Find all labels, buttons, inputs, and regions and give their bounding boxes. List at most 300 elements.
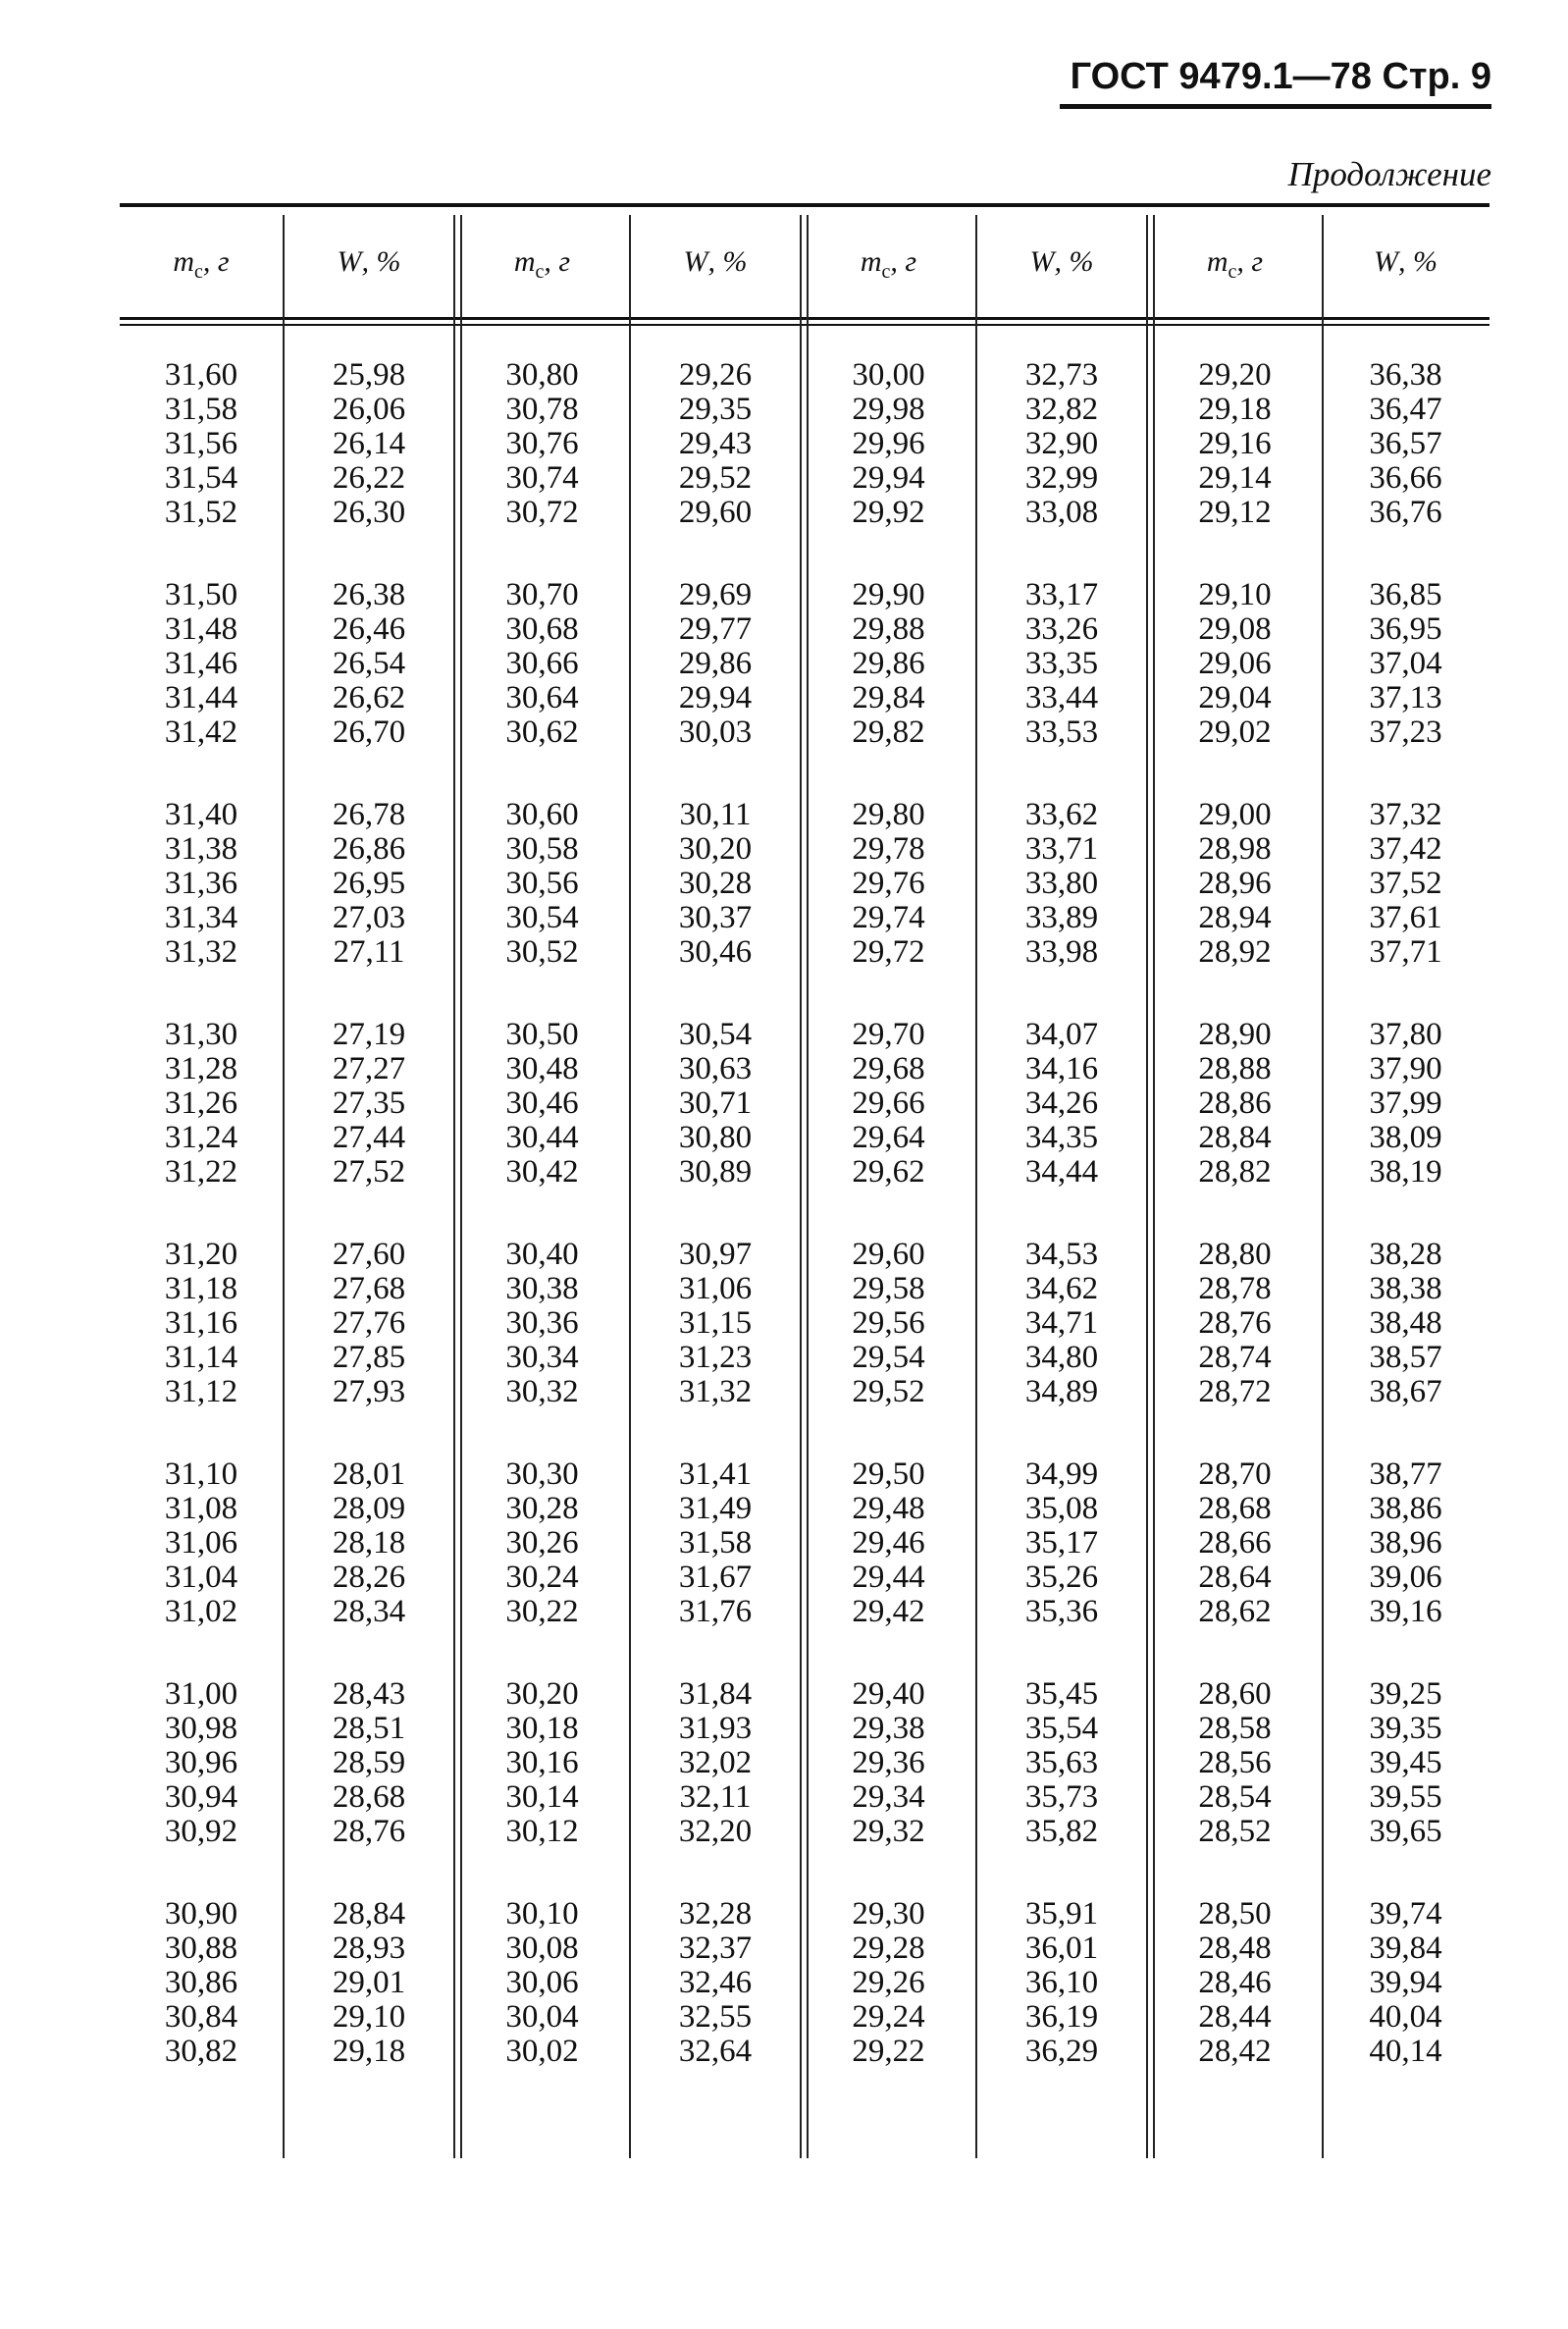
table-cell: 31,06 [678,1271,753,1306]
group-column [283,1677,455,1849]
table-cell: 37,99 [1369,1085,1442,1121]
table-cell: 36,47 [1369,392,1442,427]
table-cell: 29,70 [852,1017,925,1052]
table-cell: 38,57 [1369,1340,1442,1375]
table-cell: 29,94 [852,460,925,496]
table-cell: 37,71 [1369,934,1442,970]
group-column [629,1897,802,2069]
table-cell: 28,70 [1198,1456,1272,1492]
table-cell: 40,04 [1369,1999,1442,2035]
table-cell: 30,32 [505,1374,579,1409]
table-cell: 31,00 [164,1676,238,1712]
table-cell: 27,68 [332,1271,406,1306]
table-cell: 31,12 [164,1374,238,1409]
group-column [1322,358,1490,530]
column-unit: , % [1398,245,1437,278]
table-cell: 35,45 [1024,1676,1099,1712]
table-cell: 33,26 [1024,611,1099,647]
group-column [802,1677,975,1849]
group-column [1322,1457,1490,1629]
table-cell: 37,32 [1369,797,1442,832]
table-cell: 26,95 [332,866,406,901]
group-column [629,578,802,750]
table-cell: 33,44 [1024,680,1099,715]
group-column [455,1677,629,1849]
table-cell: 37,13 [1369,680,1442,715]
group-column [629,1018,802,1190]
group-column [975,1457,1148,1629]
column-unit: , % [1054,245,1094,278]
table-cell: 30,82 [164,2034,238,2069]
group-column [283,1457,455,1629]
table-cell: 27,11 [333,934,405,970]
table-cell: 31,44 [164,680,238,715]
table-cell: 31,48 [164,611,238,647]
table-cell: 30,04 [505,1999,579,2035]
table-cell: 29,48 [852,1491,925,1526]
table-cell: 28,92 [1198,934,1272,970]
table-cell: 38,19 [1369,1154,1442,1190]
column-symbol: m [173,245,195,278]
table-cell: 31,46 [164,646,238,681]
table-cell: 34,53 [1024,1237,1099,1272]
group-column [120,1457,283,1629]
column-header [1148,233,1322,301]
table-cell: 34,26 [1024,1085,1099,1121]
table-cell: 30,52 [505,934,579,970]
column-subscript: с [535,261,545,283]
table-cell: 30,88 [164,1931,238,1966]
group-column [283,1238,455,1409]
group-column [1148,1677,1322,1849]
table-cell: 30,20 [505,1676,579,1712]
table-cell: 29,58 [852,1271,925,1306]
table-cell: 32,11 [679,1779,752,1815]
table-cell: 27,44 [332,1120,406,1155]
table-cell: 28,42 [1198,2034,1272,2069]
table-cell: 35,63 [1024,1745,1099,1780]
table-cell: 30,72 [505,495,579,530]
table-cell: 31,58 [678,1525,753,1561]
table-cell: 31,84 [678,1676,753,1712]
table-cell: 30,46 [678,934,753,970]
group-column [283,1897,455,2069]
group-column [802,578,975,750]
table-cell: 30,54 [678,1017,753,1052]
table-cell: 29,35 [678,392,753,427]
table-cell: 30,11 [679,797,752,832]
group-column [1322,1238,1490,1409]
table-cell: 30,00 [852,357,925,393]
table-cell: 26,62 [332,680,406,715]
table-cell: 26,78 [332,797,406,832]
table-cell: 29,18 [332,2034,406,2069]
table-cell: 28,43 [332,1676,406,1712]
table-cell: 31,02 [164,1594,238,1629]
table-cell: 31,18 [164,1271,238,1306]
table-cell: 27,27 [332,1051,406,1086]
table-cell: 28,80 [1198,1237,1272,1272]
table-cell: 36,57 [1369,426,1442,461]
group-column [455,578,629,750]
table-cell: 28,62 [1198,1594,1272,1629]
table-cell: 32,37 [678,1931,753,1966]
table-cell: 33,98 [1024,934,1099,970]
table-cell: 31,40 [164,797,238,832]
table-cell: 37,80 [1369,1017,1442,1052]
table-cell: 33,08 [1024,495,1099,530]
group-column [120,798,283,970]
table-cell: 28,76 [332,1814,406,1849]
table-cell: 28,01 [332,1456,406,1492]
group-column [1322,798,1490,970]
table-cell: 30,92 [164,1814,238,1849]
table-cell: 26,46 [332,611,406,647]
table-cell: 32,64 [678,2034,753,2069]
table-cell: 30,14 [505,1779,579,1815]
table-cell: 31,08 [164,1491,238,1526]
table-cell: 32,90 [1024,426,1099,461]
table-cell: 32,20 [678,1814,753,1849]
table-cell: 28,78 [1198,1271,1272,1306]
table-cell: 30,84 [164,1999,238,2035]
group-column [120,358,283,530]
table-cell: 39,65 [1369,1814,1442,1849]
table-cell: 38,67 [1369,1374,1442,1409]
table-cell: 26,70 [332,715,406,750]
table-cell: 30,44 [505,1120,579,1155]
table-cell: 28,68 [332,1779,406,1815]
table-cell: 31,28 [164,1051,238,1086]
table-cell: 29,92 [852,495,925,530]
table-cell: 34,80 [1024,1340,1099,1375]
table-cell: 28,98 [1198,831,1272,867]
group-column [1148,1897,1322,2069]
table-cell: 33,71 [1024,831,1099,867]
table-cell: 30,80 [505,357,579,393]
group-column [455,1238,629,1409]
table-cell: 30,78 [505,392,579,427]
table-cell: 27,76 [332,1305,406,1341]
table-cell: 29,28 [852,1931,925,1966]
table-cell: 31,22 [164,1154,238,1190]
table-cell: 28,66 [1198,1525,1272,1561]
column-header [283,233,455,301]
table-cell: 38,09 [1369,1120,1442,1155]
table-cell: 30,71 [678,1085,753,1121]
column-header [455,233,629,301]
table-cell: 34,99 [1024,1456,1099,1492]
table-cell: 28,58 [1198,1711,1272,1746]
table-cell: 33,53 [1024,715,1099,750]
table-cell: 27,60 [332,1237,406,1272]
table-cell: 28,76 [1198,1305,1272,1341]
table-cell: 27,85 [332,1340,406,1375]
group-column [283,1018,455,1190]
table-cell: 35,73 [1024,1779,1099,1815]
table-top-rule [120,203,1490,207]
table-cell: 29,10 [1198,577,1272,612]
table-cell: 33,35 [1024,646,1099,681]
group-column [975,358,1148,530]
table-cell: 28,34 [332,1594,406,1629]
table-cell: 29,18 [1198,392,1272,427]
continuation-label: Продолжение [1287,155,1491,193]
table-cell: 30,38 [505,1271,579,1306]
table-cell: 39,74 [1369,1896,1442,1932]
table-cell: 28,84 [1198,1120,1272,1155]
table-cell: 31,14 [164,1340,238,1375]
group-column [1148,1457,1322,1629]
table-cell: 34,35 [1024,1120,1099,1155]
table-cell: 30,58 [505,831,579,867]
table-cell: 36,19 [1024,1999,1099,2035]
table-cell: 32,55 [678,1999,753,2035]
table-cell: 28,82 [1198,1154,1272,1190]
table-cell: 27,93 [332,1374,406,1409]
table-cell: 29,02 [1198,715,1272,750]
group-column [120,1018,283,1190]
table-cell: 31,26 [164,1085,238,1121]
column-header [1322,233,1490,301]
table-cell: 35,54 [1024,1711,1099,1746]
row-group [120,1457,1490,1629]
table-cell: 31,76 [678,1594,753,1629]
table-cell: 30,06 [505,1965,579,2000]
column-header [802,233,975,301]
group-column [802,1457,975,1629]
table-cell: 29,43 [678,426,753,461]
group-column [802,358,975,530]
table-cell: 31,34 [164,900,238,935]
table-cell: 29,62 [852,1154,925,1190]
group-column [975,1897,1148,2069]
table-cell: 30,60 [505,797,579,832]
table-cell: 29,86 [852,646,925,681]
group-column [975,1018,1148,1190]
page-header: ГОСТ 9479.1—78 Стр. 9 [1060,49,1491,109]
table-cell: 29,26 [678,357,753,393]
group-column [1322,578,1490,750]
group-column [455,358,629,530]
table-cell: 33,80 [1024,866,1099,901]
column-subscript: с [881,261,891,283]
table-cell: 35,82 [1024,1814,1099,1849]
table-body [120,358,1490,2117]
table-cell: 32,82 [1024,392,1099,427]
table-cell: 26,86 [332,831,406,867]
table-cell: 35,36 [1024,1594,1099,1629]
table-cell: 28,56 [1198,1745,1272,1780]
table-cell: 31,49 [678,1491,753,1526]
table-cell: 39,55 [1369,1779,1442,1815]
table-cell: 29,32 [852,1814,925,1849]
table-cell: 29,20 [1198,357,1272,393]
table-cell: 27,52 [332,1154,406,1190]
table-cell: 29,72 [852,934,925,970]
table-cell: 38,96 [1369,1525,1442,1561]
column-symbol: W [1029,245,1055,278]
table-cell: 30,16 [505,1745,579,1780]
table-cell: 28,54 [1198,1779,1272,1815]
table-cell: 30,20 [678,831,753,867]
table-cell: 36,01 [1024,1931,1099,1966]
table-cell: 39,16 [1369,1594,1442,1629]
group-column [802,1238,975,1409]
table-cell: 32,28 [678,1896,753,1932]
group-column [283,358,455,530]
table-cell: 29,38 [852,1711,925,1746]
table-cell: 31,93 [678,1711,753,1746]
group-column [455,798,629,970]
table-cell: 30,28 [678,866,753,901]
table-cell: 28,52 [1198,1814,1272,1849]
group-column [1148,798,1322,970]
group-column [120,578,283,750]
table-cell: 29,52 [852,1374,925,1409]
column-unit: , % [361,245,401,278]
row-group [120,1897,1490,2069]
table-cell: 29,82 [852,715,925,750]
table-cell: 26,14 [332,426,406,461]
table-cell: 30,66 [505,646,579,681]
table-cell: 30,74 [505,460,579,496]
table-cell: 32,46 [678,1965,753,2000]
table-header [120,233,1490,291]
table-cell: 33,62 [1024,797,1099,832]
table-cell: 26,30 [332,495,406,530]
table-cell: 29,52 [678,460,753,496]
table-cell: 31,56 [164,426,238,461]
table-cell: 30,40 [505,1237,579,1272]
column-symbol: m [513,245,536,278]
table-cell: 31,32 [678,1374,753,1409]
table-cell: 29,90 [852,577,925,612]
group-column [283,578,455,750]
group-column [802,1018,975,1190]
table-cell: 36,85 [1369,577,1442,612]
table-cell: 31,32 [164,934,238,970]
column-unit: , г [202,245,230,278]
table-cell: 28,60 [1198,1676,1272,1712]
table-cell: 30,68 [505,611,579,647]
table-cell: 28,18 [332,1525,406,1561]
column-unit: , г [1236,245,1264,278]
table-cell: 30,02 [505,2034,579,2069]
table-cell: 26,06 [332,392,406,427]
table-cell: 38,48 [1369,1305,1442,1341]
table-cell: 34,62 [1024,1271,1099,1306]
table-cell: 30,46 [505,1085,579,1121]
table-cell: 29,80 [852,797,925,832]
table-cell: 29,34 [852,1779,925,1815]
table-cell: 30,30 [505,1456,579,1492]
table-cell: 29,76 [852,866,925,901]
table-cell: 28,68 [1198,1491,1272,1526]
table-cell: 31,20 [164,1237,238,1272]
table-cell: 30,76 [505,426,579,461]
table-cell: 29,44 [852,1560,925,1595]
table-cell: 31,67 [678,1560,753,1595]
table-cell: 39,25 [1369,1676,1442,1712]
table-cell: 28,44 [1198,1999,1272,2035]
column-header [975,233,1148,301]
table-cell: 29,98 [852,392,925,427]
group-column [1148,1018,1322,1190]
table-cell: 31,06 [164,1525,238,1561]
table-cell: 30,18 [505,1711,579,1746]
table-cell: 29,04 [1198,680,1272,715]
table-cell: 34,44 [1024,1154,1099,1190]
row-group [120,1677,1490,1849]
table-cell: 36,76 [1369,495,1442,530]
column-unit: , % [707,245,748,278]
table-cell: 29,12 [1198,495,1272,530]
group-column [975,578,1148,750]
table-cell: 31,58 [164,392,238,427]
table-cell: 29,78 [852,831,925,867]
table-cell: 31,38 [164,831,238,867]
column-symbol: m [860,245,882,278]
table-cell: 29,84 [852,680,925,715]
table-cell: 30,56 [505,866,579,901]
table-cell: 36,95 [1369,611,1442,647]
table-cell: 34,07 [1024,1017,1099,1052]
table-cell: 29,88 [852,611,925,647]
table-cell: 30,90 [164,1896,238,1932]
table-cell: 30,36 [505,1305,579,1341]
table-cell: 36,29 [1024,2034,1099,2069]
group-column [1148,1238,1322,1409]
group-column [629,1238,802,1409]
group-column [1322,1677,1490,1849]
column-unit: , г [544,245,571,278]
table-cell: 26,38 [332,577,406,612]
table-cell: 31,16 [164,1305,238,1341]
table-cell: 31,04 [164,1560,238,1595]
table-cell: 35,17 [1024,1525,1099,1561]
table-cell: 39,45 [1369,1745,1442,1780]
table-cell: 37,90 [1369,1051,1442,1086]
column-header [120,233,283,301]
table-cell: 30,94 [164,1779,238,1815]
table-cell: 35,08 [1024,1491,1099,1526]
group-column [120,1238,283,1409]
group-column [120,1897,283,2069]
table-cell: 29,60 [852,1237,925,1272]
table-cell: 29,46 [852,1525,925,1561]
table-cell: 28,90 [1198,1017,1272,1052]
row-group [120,798,1490,970]
table-cell: 30,62 [505,715,579,750]
group-column [455,1897,629,2069]
table-cell: 33,17 [1024,577,1099,612]
table-cell: 30,89 [678,1154,753,1190]
group-column [1148,358,1322,530]
table-cell: 29,69 [678,577,753,612]
table-cell: 28,84 [332,1896,406,1932]
table-cell: 30,22 [505,1594,579,1629]
table-cell: 29,96 [852,426,925,461]
table-cell: 33,89 [1024,900,1099,935]
table-cell: 29,30 [852,1896,925,1932]
table-cell: 30,28 [505,1491,579,1526]
table-cell: 32,99 [1024,460,1099,496]
table-cell: 29,36 [852,1745,925,1780]
table-cell: 30,63 [678,1051,753,1086]
table-cell: 29,01 [332,1965,406,2000]
column-subscript: с [194,261,203,283]
